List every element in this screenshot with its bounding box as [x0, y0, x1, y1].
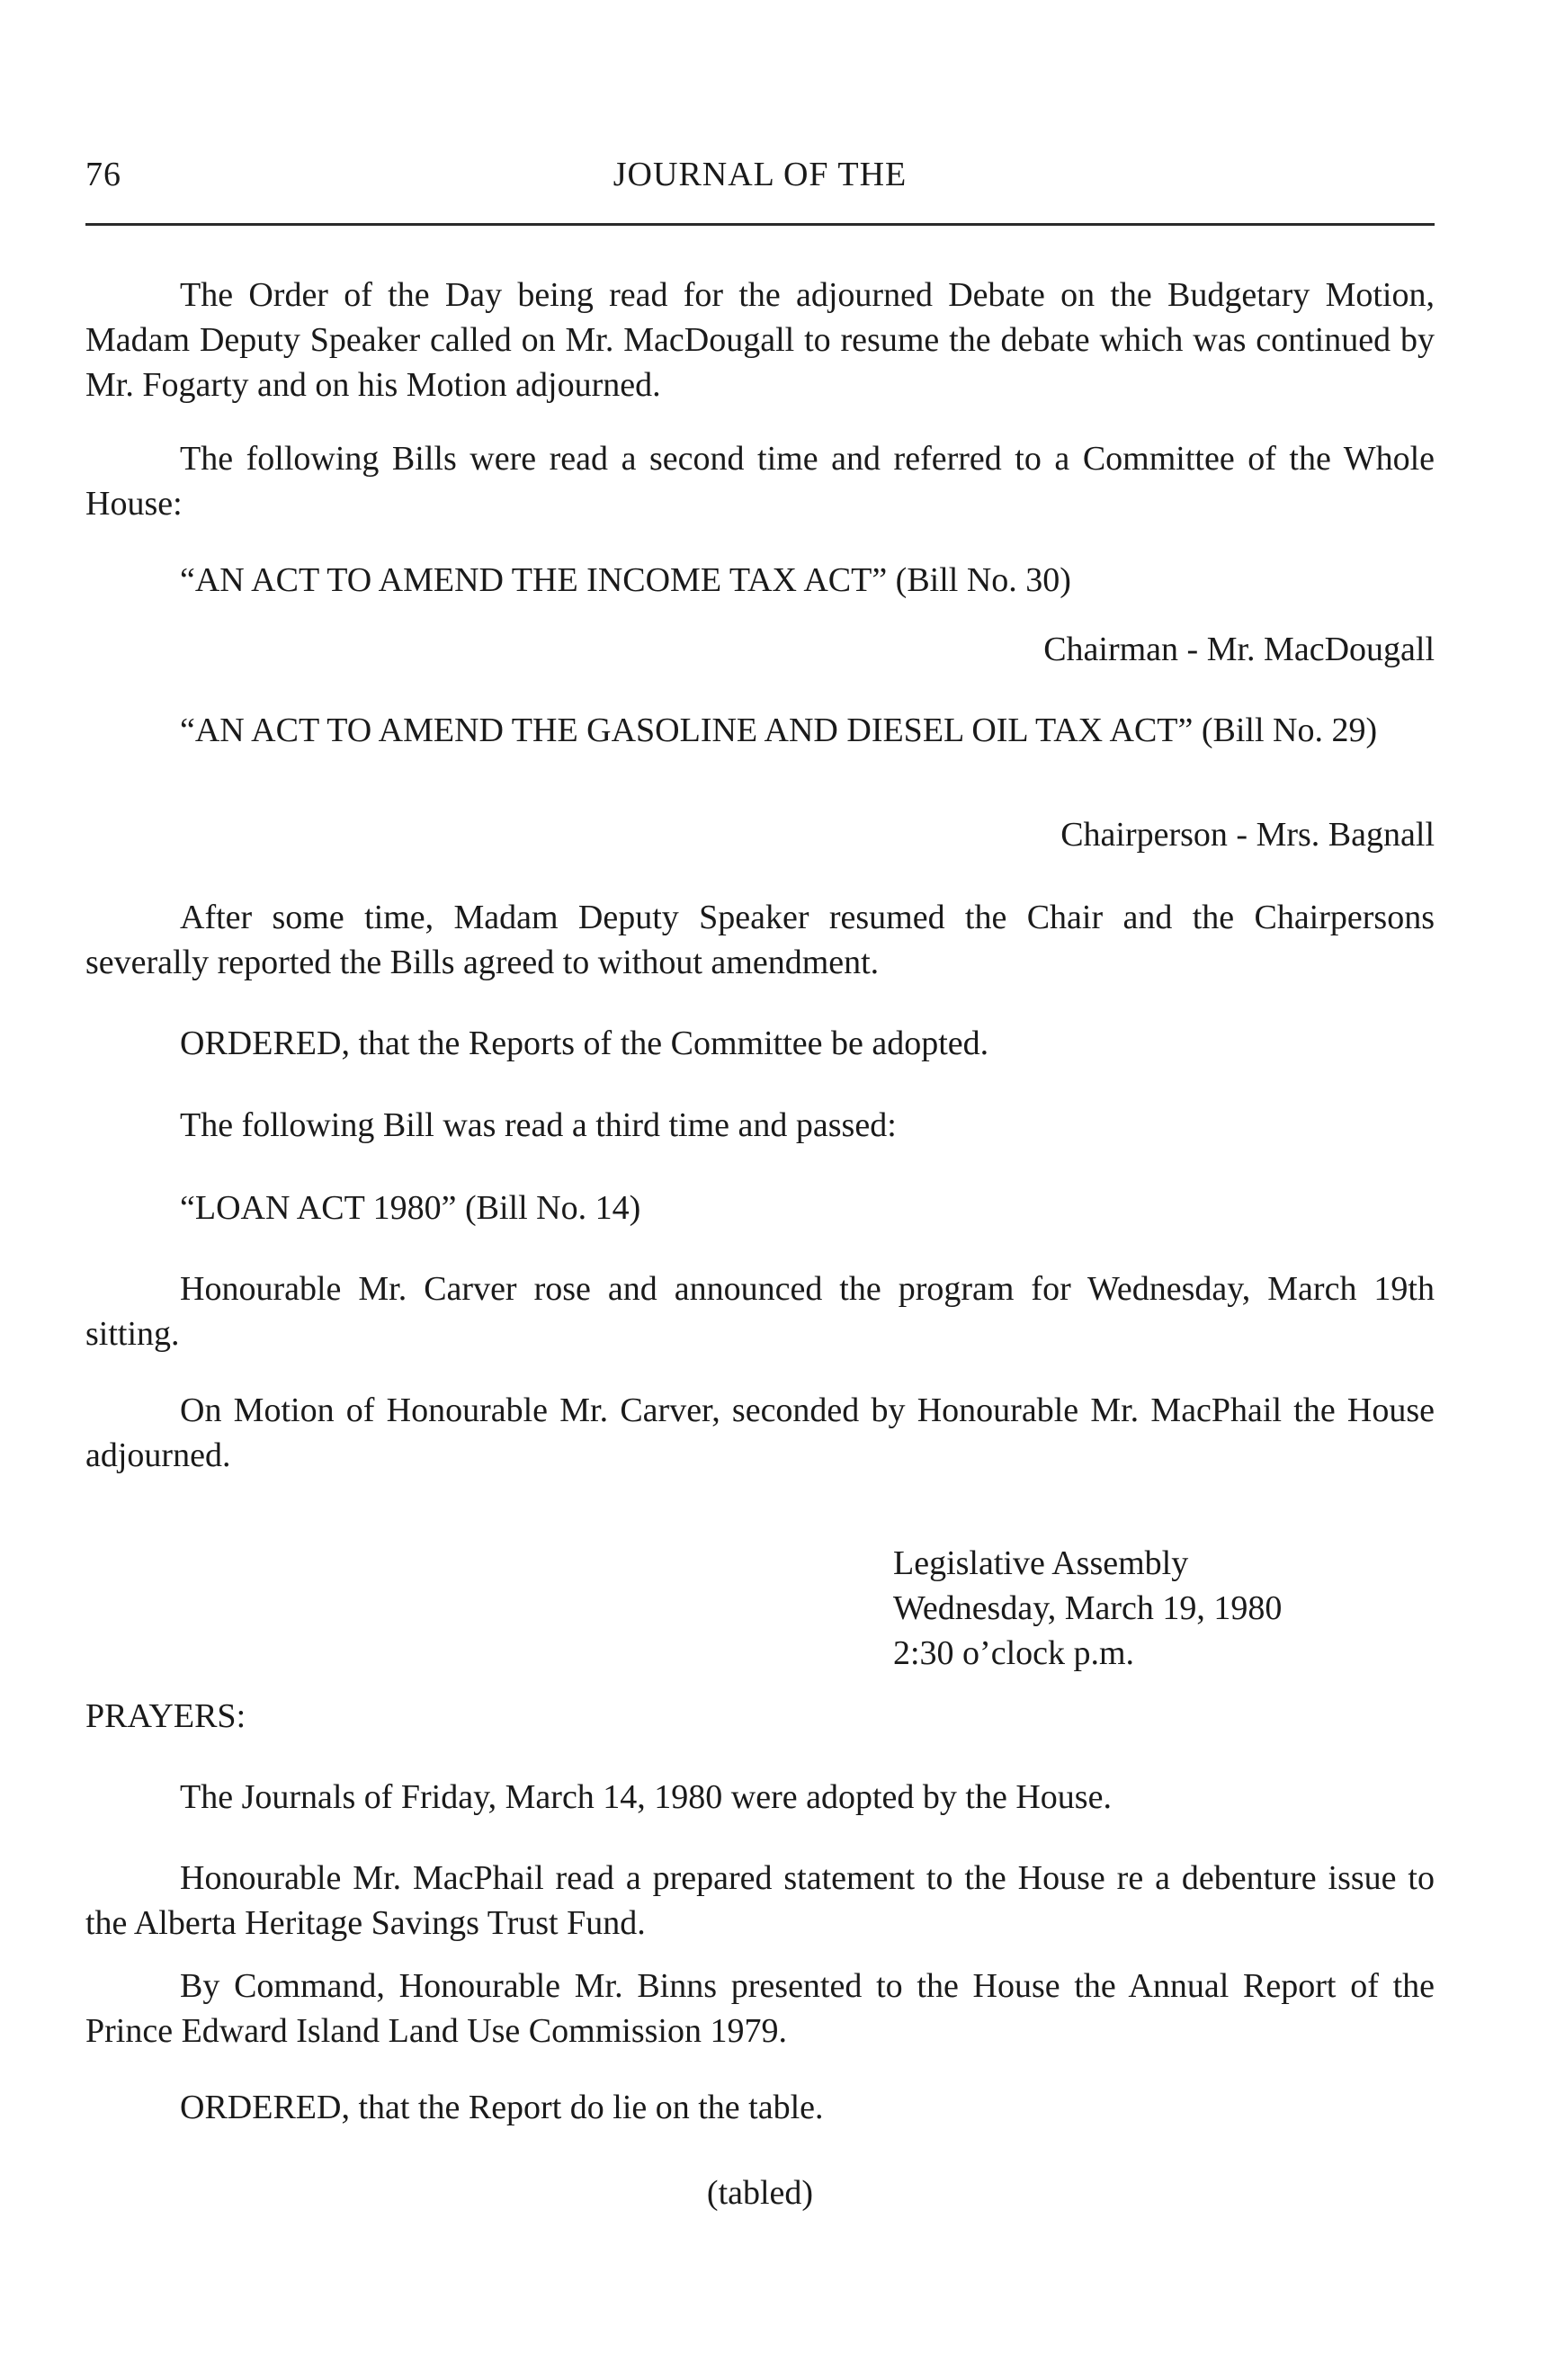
- dateline-date: Wednesday, March 19, 1980: [893, 1589, 1283, 1627]
- header-rule: [85, 223, 1435, 226]
- prayers-heading: PRAYERS:: [85, 1697, 246, 1735]
- page-header: [85, 155, 1435, 209]
- paragraph-debenture-statement: Honourable Mr. MacPhail read a prepared statement to the House re a debenture issue to the Alberta Heritage Savings Trust Fund.: [85, 1859, 1435, 1942]
- chairman-line: Chairman - Mr. MacDougall: [1043, 631, 1435, 668]
- paragraph-ordered-reports: ORDERED, that the Reports of the Committee be adopted.: [180, 1024, 989, 1062]
- bill-income-tax: “AN ACT TO AMEND THE INCOME TAX ACT” (Bill No. 30): [180, 561, 1071, 599]
- bill-gasoline-diesel: “AN ACT TO AMEND THE GASOLINE AND DIESEL OIL TAX ACT” (Bill No. 29): [180, 711, 1378, 749]
- dateline-time: 2:30 o’clock p.m.: [893, 1634, 1135, 1672]
- dateline-assembly: Legislative Assembly: [893, 1544, 1189, 1582]
- running-head: JOURNAL OF THE: [613, 156, 908, 193]
- paragraph-committee-report: After some time, Madam Deputy Speaker resumed the Chair and the Chairpersons severally reported the Bills agreed to without amendment.: [85, 899, 1435, 981]
- bill-loan-act: “LOAN ACT 1980” (Bill No. 14): [180, 1189, 641, 1227]
- paragraph-second-reading: The following Bills were read a second time and referred to a Committee of the Whole House:: [85, 440, 1435, 523]
- page-number: 76: [85, 156, 121, 193]
- paragraph-program-announcement: Honourable Mr. Carver rose and announced the program for Wednesday, March 19th sitting.: [85, 1270, 1435, 1353]
- paragraph-budget-debate: The Order of the Day being read for the adjourned Debate on the Budgetary Motion, Madam Deputy Speaker called on Mr. MacDougall to resume the debate which was continued by Mr. Fogarty and on his Motion adjourned.: [85, 276, 1435, 404]
- chairperson-line: Chairperson - Mrs. Bagnall: [1060, 816, 1435, 854]
- paragraph-third-reading: The following Bill was read a third time and passed:: [180, 1106, 897, 1144]
- tabled-note: (tabled): [706, 2174, 814, 2212]
- paragraph-journals-adopted: The Journals of Friday, March 14, 1980 were adopted by the House.: [180, 1778, 1112, 1816]
- paragraph-ordered-report-table: ORDERED, that the Report do lie on the table.: [180, 2089, 824, 2126]
- paragraph-adjourned: On Motion of Honourable Mr. Carver, seconded by Honourable Mr. MacPhail the House adjourned.: [85, 1391, 1435, 1474]
- paragraph-annual-report: By Command, Honourable Mr. Binns presented to the House the Annual Report of the Prince Edward Island Land Use Commission 1979.: [85, 1967, 1435, 2050]
